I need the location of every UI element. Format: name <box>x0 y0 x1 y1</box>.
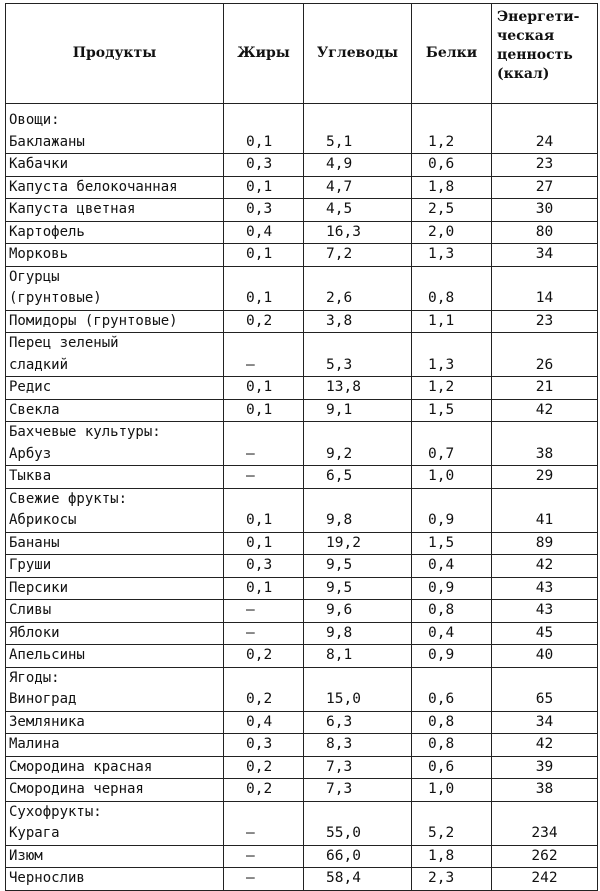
header-energy-line: ценность <box>497 47 573 63</box>
product-name <box>6 377 224 400</box>
energy-value: 45 <box>492 622 598 645</box>
carbs-value: 7,3 <box>304 779 412 802</box>
fat-value: — <box>224 801 304 845</box>
energy-value: 34 <box>492 244 598 267</box>
product-name <box>6 466 224 489</box>
carbs-value: 9,5 <box>304 555 412 578</box>
fat-value: — <box>224 466 304 489</box>
protein-value: 0,6 <box>412 756 492 779</box>
fat-value: 0,2 <box>224 310 304 333</box>
product-name <box>6 104 224 154</box>
product-name <box>6 399 224 422</box>
table-row <box>6 310 598 333</box>
protein-value: 0,4 <box>412 622 492 645</box>
product-name-line: Изюм <box>9 847 43 864</box>
protein-value: 1,8 <box>412 845 492 868</box>
fat-value: 0,2 <box>224 779 304 802</box>
carbs-value: 8,3 <box>304 734 412 757</box>
product-name-line: Овощи: <box>9 112 60 128</box>
product-name-line: Ягоды: <box>9 669 60 686</box>
header-fat: Жиры <box>224 4 304 104</box>
carbs-value: 9,2 <box>304 422 412 466</box>
fat-value: 0,3 <box>224 199 304 222</box>
product-name-line: Капуста белокочанная <box>9 178 178 195</box>
header-product: Продукты <box>6 4 224 104</box>
energy-value: 30 <box>492 199 598 222</box>
energy-value: 234 <box>492 801 598 845</box>
product-name <box>6 266 224 310</box>
table-row <box>6 399 598 422</box>
energy-value: 40 <box>492 645 598 668</box>
fat-value: 0,1 <box>224 399 304 422</box>
energy-value: 14 <box>492 266 598 310</box>
table-row <box>6 333 598 377</box>
energy-value: 65 <box>492 667 598 711</box>
product-name <box>6 199 224 222</box>
protein-value: 0,6 <box>412 154 492 177</box>
energy-value: 39 <box>492 756 598 779</box>
table-row <box>6 667 598 711</box>
carbs-value: 8,1 <box>304 645 412 668</box>
protein-value: 1,1 <box>412 310 492 333</box>
protein-value: 0,7 <box>412 422 492 466</box>
fat-value: 0,3 <box>224 555 304 578</box>
energy-value: 43 <box>492 600 598 623</box>
carbs-value: 6,3 <box>304 711 412 734</box>
product-name-line: Огурцы <box>9 268 60 285</box>
product-name <box>6 555 224 578</box>
table-row <box>6 221 598 244</box>
product-name-line: Редис <box>9 379 52 395</box>
table-row <box>6 555 598 578</box>
product-name <box>6 734 224 757</box>
energy-value: 24 <box>492 104 598 154</box>
protein-value: 0,4 <box>412 555 492 578</box>
fat-value: 0,1 <box>224 176 304 199</box>
table-body <box>6 104 598 891</box>
header-energy-line: ческая <box>497 28 555 44</box>
product-name <box>6 577 224 600</box>
carbs-value: 9,8 <box>304 488 412 532</box>
carbs-value: 5,3 <box>304 333 412 377</box>
carbs-value: 2,6 <box>304 266 412 310</box>
protein-value: 2,3 <box>412 868 492 891</box>
product-name <box>6 488 224 532</box>
product-name <box>6 645 224 668</box>
fat-value: 0,4 <box>224 711 304 734</box>
energy-value: 80 <box>492 221 598 244</box>
product-name-line: Арбуз <box>9 445 52 462</box>
energy-value: 262 <box>492 845 598 868</box>
table-row <box>6 176 598 199</box>
energy-value: 38 <box>492 779 598 802</box>
product-name-line: Абрикосы <box>9 512 77 528</box>
table-row <box>6 711 598 734</box>
product-name-line: Персики <box>9 579 69 596</box>
fat-value: 0,1 <box>224 488 304 532</box>
protein-value: 0,8 <box>412 734 492 757</box>
table-row <box>6 244 598 267</box>
energy-value: 21 <box>492 377 598 400</box>
protein-value: 1,2 <box>412 104 492 154</box>
table-row <box>6 466 598 489</box>
header-row <box>6 4 598 104</box>
energy-value: 42 <box>492 734 598 757</box>
protein-value: 0,9 <box>412 577 492 600</box>
product-name-line: Бахчевые культуры: <box>9 424 161 440</box>
table-row <box>6 488 598 532</box>
header-energy <box>492 4 598 104</box>
table-row <box>6 622 598 645</box>
product-name-line: Кабачки <box>9 156 69 172</box>
fat-value: 0,1 <box>224 377 304 400</box>
carbs-value: 13,8 <box>304 377 412 400</box>
product-name-line: Смородина красная <box>9 758 153 775</box>
product-name <box>6 221 224 244</box>
product-name-line: Капуста цветная <box>9 201 136 217</box>
energy-value: 43 <box>492 577 598 600</box>
product-name-line: Яблоки <box>9 624 60 641</box>
product-name <box>6 779 224 802</box>
product-name <box>6 244 224 267</box>
protein-value: 0,8 <box>412 600 492 623</box>
product-name <box>6 422 224 466</box>
table-header <box>6 4 598 104</box>
protein-value: 1,3 <box>412 333 492 377</box>
protein-value: 1,0 <box>412 779 492 802</box>
protein-value: 0,9 <box>412 488 492 532</box>
product-name <box>6 711 224 734</box>
table-row <box>6 868 598 891</box>
product-name <box>6 801 224 845</box>
fat-value: 0,1 <box>224 532 304 555</box>
carbs-value: 9,5 <box>304 577 412 600</box>
product-name-line: Земляника <box>9 713 85 730</box>
protein-value: 1,2 <box>412 377 492 400</box>
energy-value: 23 <box>492 154 598 177</box>
energy-value: 41 <box>492 488 598 532</box>
protein-value: 1,3 <box>412 244 492 267</box>
energy-value: 27 <box>492 176 598 199</box>
product-name <box>6 667 224 711</box>
fat-value: 0,3 <box>224 734 304 757</box>
product-name <box>6 154 224 177</box>
table-row <box>6 377 598 400</box>
energy-value: 38 <box>492 422 598 466</box>
fat-value: 0,3 <box>224 154 304 177</box>
product-name-line: Перец зеленый <box>9 335 119 351</box>
table-row <box>6 756 598 779</box>
carbs-value: 15,0 <box>304 667 412 711</box>
product-name-line: Курага <box>9 825 60 841</box>
product-name <box>6 532 224 555</box>
energy-value: 29 <box>492 466 598 489</box>
table-row <box>6 845 598 868</box>
protein-value: 1,8 <box>412 176 492 199</box>
fat-value: 0,1 <box>224 244 304 267</box>
product-name <box>6 845 224 868</box>
product-name <box>6 756 224 779</box>
table-row <box>6 600 598 623</box>
carbs-value: 5,1 <box>304 104 412 154</box>
product-name-line: Помидоры (грунтовые) <box>9 312 178 329</box>
energy-value: 89 <box>492 532 598 555</box>
fat-value: 0,2 <box>224 667 304 711</box>
energy-value: 23 <box>492 310 598 333</box>
protein-value: 2,0 <box>412 221 492 244</box>
product-name <box>6 868 224 891</box>
header-protein: Белки <box>412 4 492 104</box>
protein-value: 1,5 <box>412 532 492 555</box>
product-name <box>6 600 224 623</box>
product-name-line: Баклажаны <box>9 133 85 150</box>
product-name-line: Свекла <box>9 401 60 418</box>
energy-value: 34 <box>492 711 598 734</box>
carbs-value: 3,8 <box>304 310 412 333</box>
product-name-line: Смородина черная <box>9 781 144 797</box>
carbs-value: 4,7 <box>304 176 412 199</box>
fat-value: 0,4 <box>224 221 304 244</box>
product-name-line: Сливы <box>9 602 52 618</box>
fat-value: 0,1 <box>224 104 304 154</box>
carbs-value: 66,0 <box>304 845 412 868</box>
table-row <box>6 645 598 668</box>
table-row <box>6 779 598 802</box>
product-name-line: Тыква <box>9 468 52 484</box>
table-row <box>6 532 598 555</box>
protein-value: 0,6 <box>412 667 492 711</box>
protein-value: 0,9 <box>412 645 492 668</box>
product-name-line: Малина <box>9 736 60 752</box>
product-name-line: Бананы <box>9 534 60 551</box>
product-name-line: сладкий <box>9 356 69 373</box>
protein-value: 0,8 <box>412 711 492 734</box>
table-row <box>6 199 598 222</box>
product-name-line: (грунтовые) <box>9 290 102 306</box>
carbs-value: 55,0 <box>304 801 412 845</box>
fat-value: — <box>224 868 304 891</box>
table-row <box>6 734 598 757</box>
product-name-line: Чернослив <box>9 870 85 886</box>
header-energy-line: (ккал) <box>497 66 550 82</box>
table-row <box>6 801 598 845</box>
protein-value: 1,5 <box>412 399 492 422</box>
carbs-value: 6,5 <box>304 466 412 489</box>
fat-value: — <box>224 622 304 645</box>
product-name <box>6 622 224 645</box>
nutrition-table <box>5 3 598 891</box>
carbs-value: 9,8 <box>304 622 412 645</box>
energy-value: 242 <box>492 868 598 891</box>
fat-value: 0,2 <box>224 756 304 779</box>
carbs-value: 4,5 <box>304 199 412 222</box>
protein-value: 0,8 <box>412 266 492 310</box>
protein-value: 2,5 <box>412 199 492 222</box>
protein-value: 5,2 <box>412 801 492 845</box>
carbs-value: 16,3 <box>304 221 412 244</box>
fat-value: — <box>224 422 304 466</box>
product-name-line: Сухофрукты: <box>9 803 102 820</box>
table-row <box>6 422 598 466</box>
fat-value: — <box>224 333 304 377</box>
energy-value: 42 <box>492 399 598 422</box>
fat-value: 0,2 <box>224 645 304 668</box>
product-name <box>6 176 224 199</box>
product-name-line: Груши <box>9 557 52 573</box>
product-name-line: Виноград <box>9 691 77 707</box>
fat-value: 0,1 <box>224 577 304 600</box>
product-name-line: Картофель <box>9 223 85 240</box>
energy-value: 42 <box>492 555 598 578</box>
table-row <box>6 104 598 154</box>
energy-value: 26 <box>492 333 598 377</box>
carbs-value: 4,9 <box>304 154 412 177</box>
protein-value: 1,0 <box>412 466 492 489</box>
carbs-value: 9,1 <box>304 399 412 422</box>
carbs-value: 7,3 <box>304 756 412 779</box>
table-row <box>6 154 598 177</box>
header-carbs: Углеводы <box>304 4 412 104</box>
product-name <box>6 310 224 333</box>
carbs-value: 58,4 <box>304 868 412 891</box>
carbs-value: 7,2 <box>304 244 412 267</box>
fat-value: — <box>224 600 304 623</box>
product-name-line: Свежие фрукты: <box>9 490 128 507</box>
header-energy-line: Энергети- <box>497 9 580 25</box>
table-row <box>6 577 598 600</box>
product-name <box>6 333 224 377</box>
product-name-line: Морковь <box>9 246 69 262</box>
table-row <box>6 266 598 310</box>
fat-value: — <box>224 845 304 868</box>
product-name-line: Апельсины <box>9 647 85 663</box>
carbs-value: 19,2 <box>304 532 412 555</box>
carbs-value: 9,6 <box>304 600 412 623</box>
fat-value: 0,1 <box>224 266 304 310</box>
